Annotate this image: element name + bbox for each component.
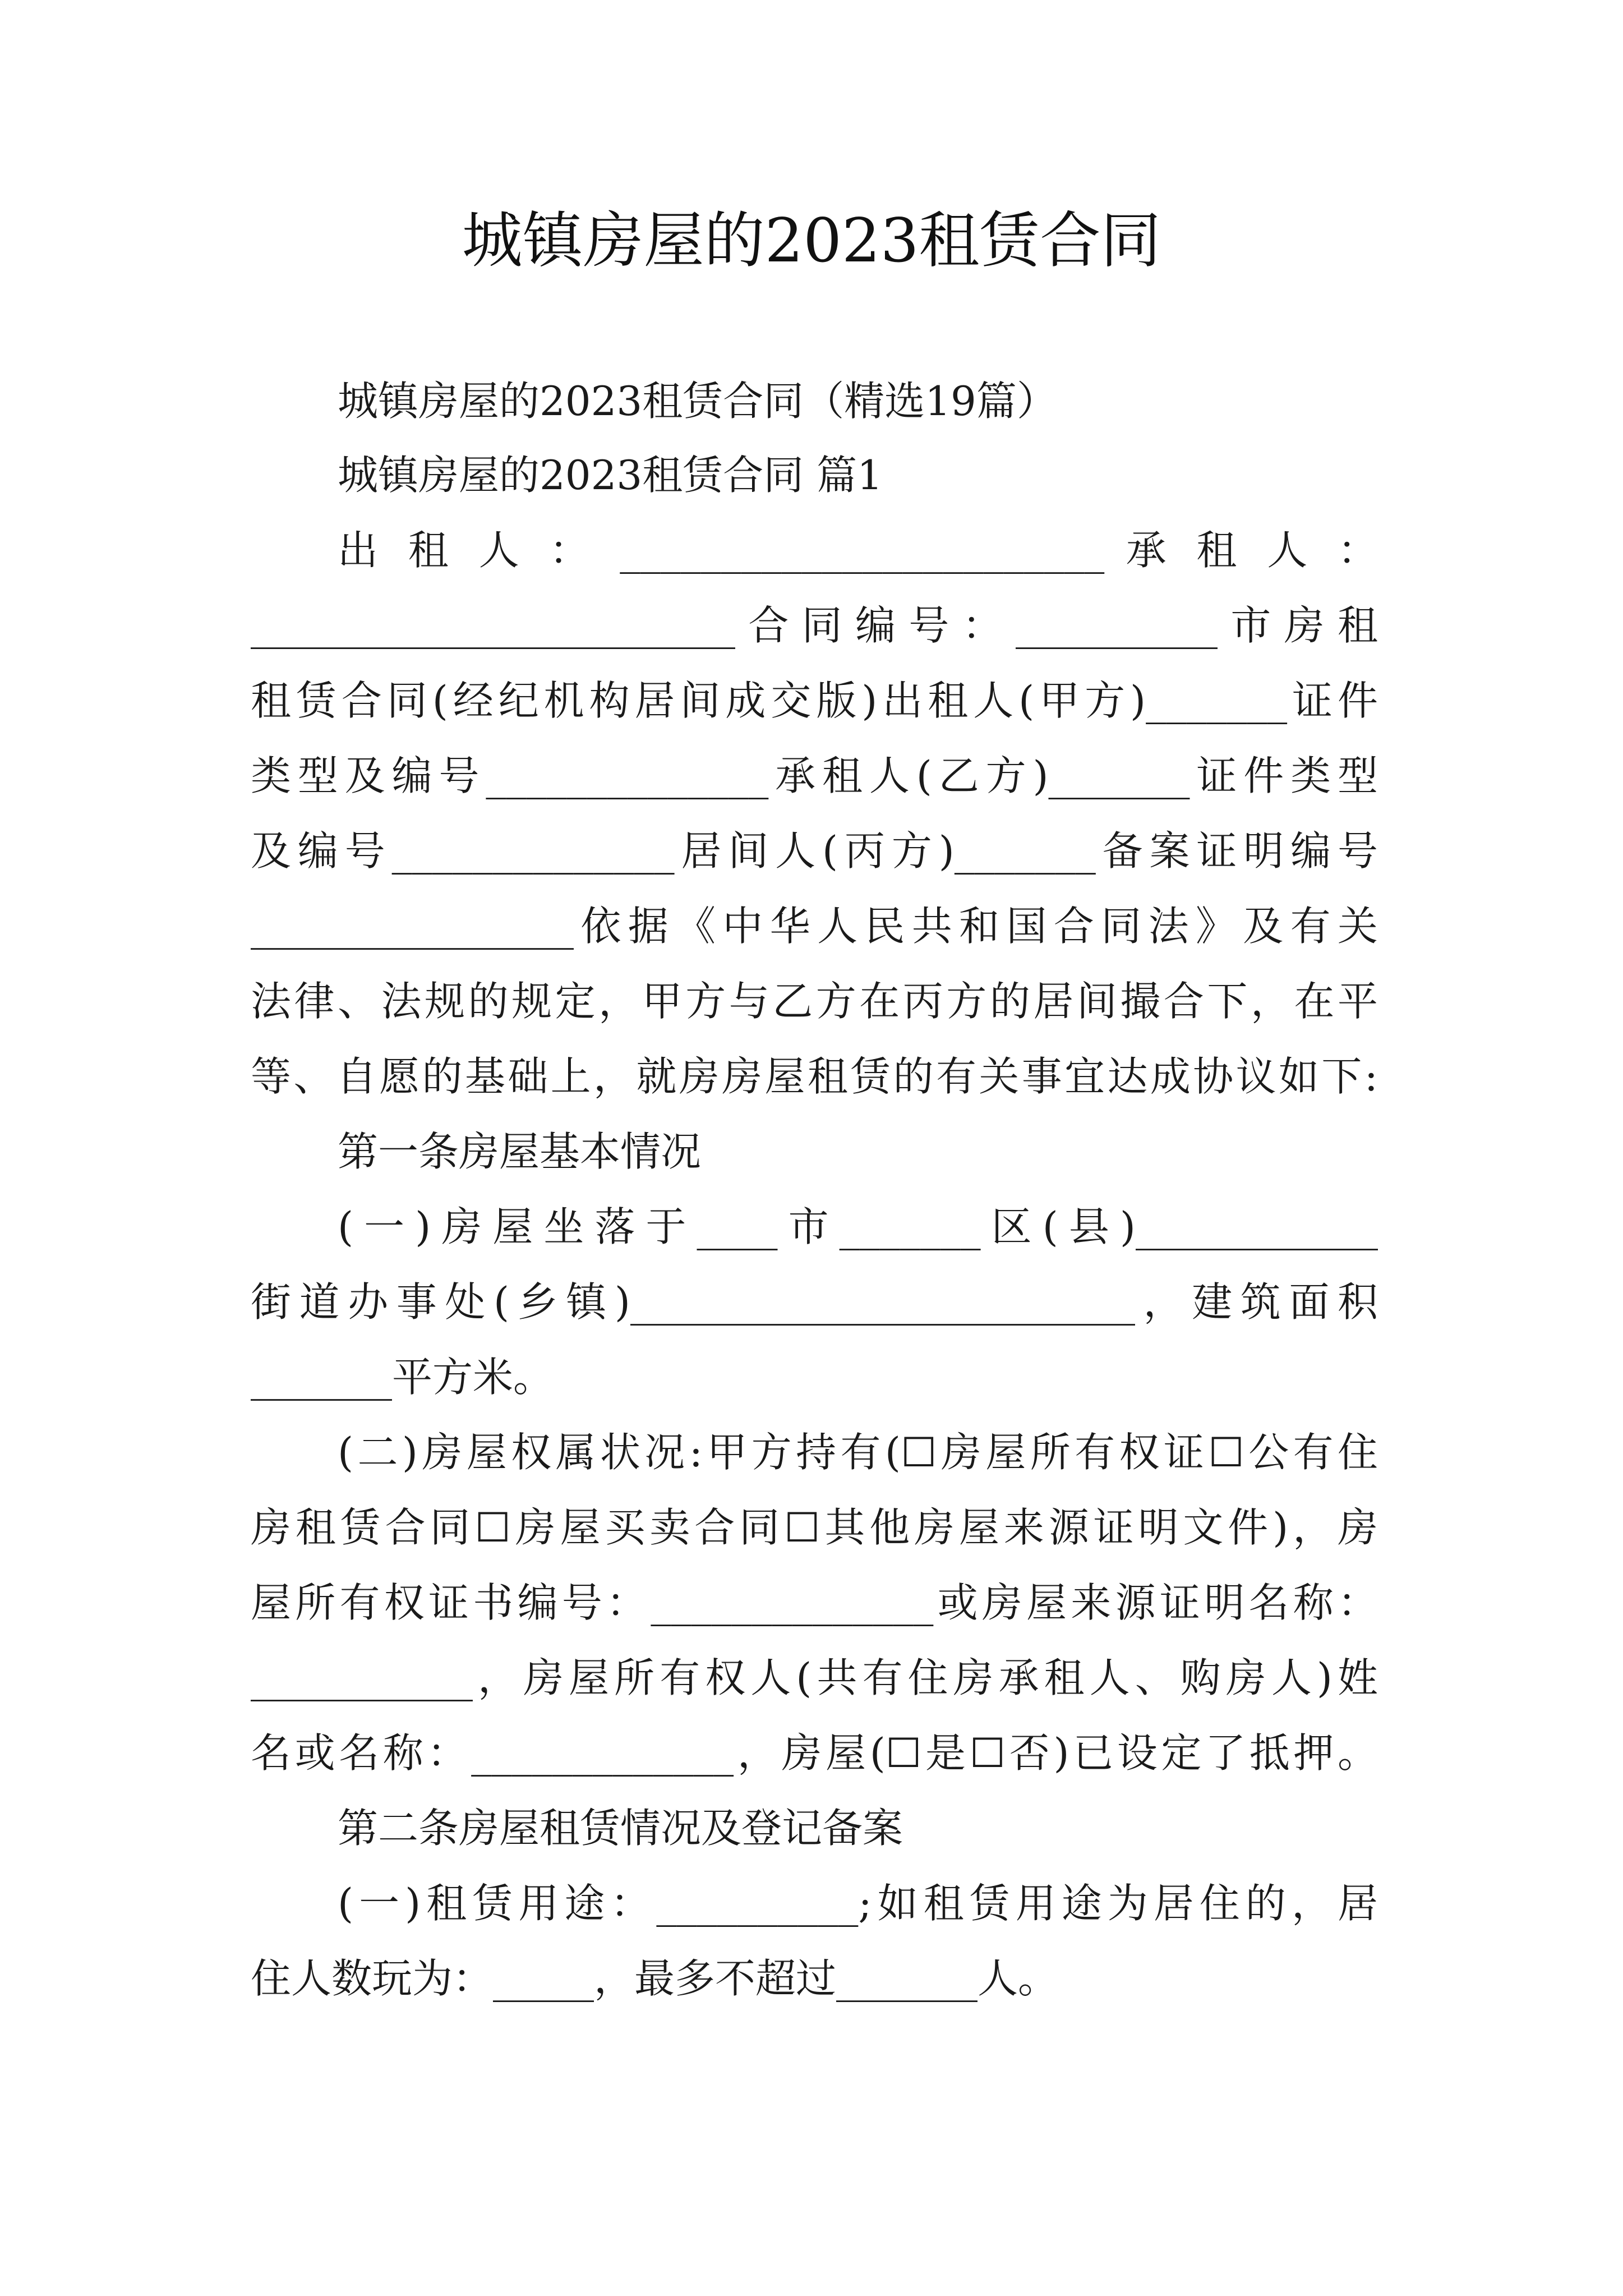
paragraph-line: (一)租赁用途：__________;如租赁用途为居住的，居 (338, 1880, 1378, 1927)
paragraph-line: 等、自愿的基础上，就房房屋租赁的有关事宜达成协议如下: (251, 1053, 1378, 1100)
document-title: 城镇房屋的2023租赁合同 (462, 206, 1161, 276)
section-heading: 第一条房屋基本情况 (338, 1128, 702, 1175)
paragraph-line: 房租赁合同☐房屋买卖合同☐其他房屋来源证明文件)，房 (251, 1504, 1378, 1551)
paragraph-line: (二)房屋权属状况:甲方持有(☐房屋所有权证☐公有住 (338, 1429, 1378, 1476)
paragraph-line: (一)房屋坐落于____市_______区(县)____________ (338, 1203, 1378, 1250)
paragraph-line: _______平方米。 (251, 1354, 554, 1401)
paragraph-line: 法律、法规的规定，甲方与乙方在丙方的居间撮合下，在平 (251, 978, 1378, 1025)
paragraph-line: 名或名称：_____________，房屋(☐是☐否)已设定了抵押。 (251, 1729, 1378, 1777)
paragraph-line: 街道办事处(乡镇)_________________________，建筑面积 (251, 1278, 1378, 1326)
section-heading: 第二条房屋租赁情况及登记备案 (338, 1805, 903, 1852)
paragraph-line: 类型及编号______________承租人(乙方)_______证件类型 (251, 752, 1378, 799)
paragraph-line: 屋所有权证书编号：______________或房屋来源证明名称： (251, 1579, 1378, 1626)
paragraph-line: 城镇房屋的2023租赁合同 篇1 (338, 452, 883, 499)
paragraph-line: 及编号______________居间人(丙方)_______备案证明编号 (251, 827, 1378, 875)
paragraph-line: 住人数玩为：_____，最多不超过_______人。 (251, 1955, 1059, 2002)
paragraph-line: 租赁合同(经纪机构居间成交版)出租人(甲方)_______证件 (251, 677, 1378, 724)
paragraph-line: ________________________合同编号：__________市房租 (251, 602, 1378, 649)
paragraph-line: 出 租 人 ： ________________________ 承 租 人 ： (338, 527, 1378, 574)
paragraph-line: ________________依据《中华人民共和国合同法》及有关 (251, 903, 1378, 950)
paragraph-line: 城镇房屋的2023租赁合同（精选19篇） (338, 378, 1057, 425)
paragraph-line: ___________，房屋所有权人(共有住房承租人、购房人)姓 (251, 1654, 1378, 1701)
